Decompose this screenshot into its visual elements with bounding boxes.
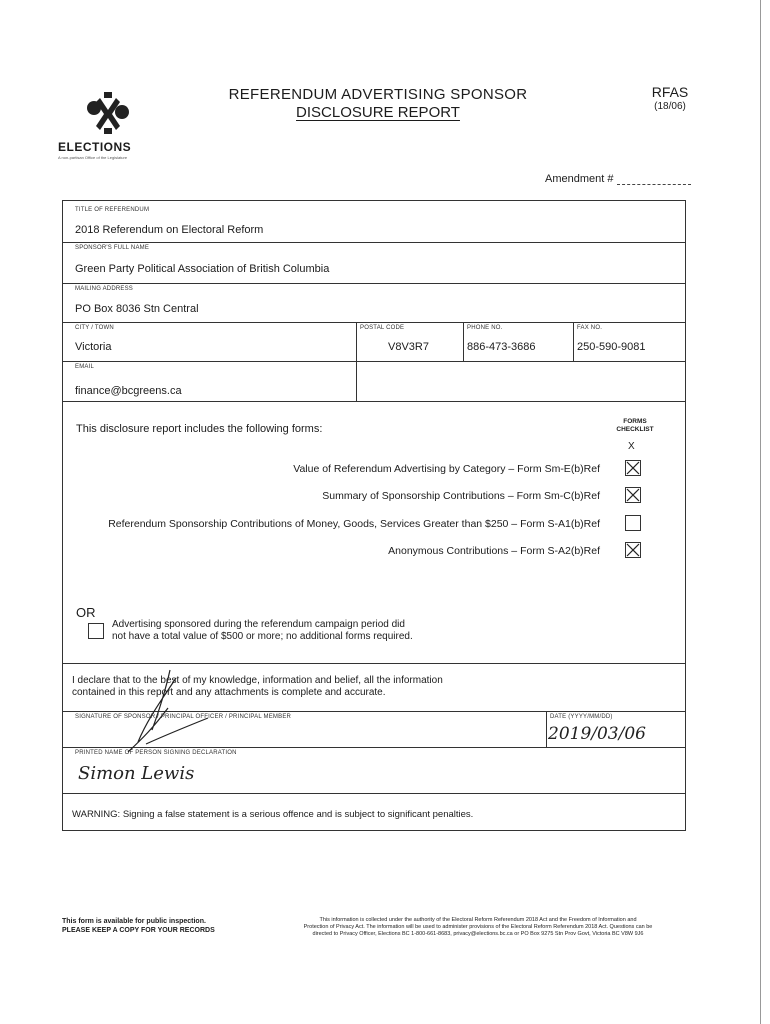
divider <box>63 361 685 362</box>
forms-intro: This disclosure report includes the following forms: <box>76 423 323 435</box>
sponsor-value[interactable]: Green Party Political Association of British Columbia <box>75 263 330 275</box>
postal-label: POSTAL CODE <box>360 325 405 331</box>
form-item-sm-c-checkbox[interactable] <box>625 487 641 503</box>
sponsor-label: SPONSOR'S FULL NAME <box>75 245 150 251</box>
agency-subtitle: A non-partisan Office of the Legislature <box>58 155 128 160</box>
privacy-notice-line2: Protection of Privacy Act. The information will be used to administer provisions of the Electoral Reform Referendum 2018 Act. Questions can be <box>303 924 653 930</box>
divider <box>63 663 685 664</box>
city-value[interactable]: Victoria <box>75 341 112 353</box>
checklist-x-mark: X <box>628 441 635 452</box>
checklist-header-line1: FORMS <box>623 418 647 425</box>
date-label: DATE (YYYY/MM/DD) <box>550 714 613 720</box>
divider <box>63 793 685 794</box>
checked-x-icon <box>626 488 640 502</box>
checked-x-icon <box>626 543 640 557</box>
warning-text: WARNING: Signing a false statement is a serious offence and is subject to significant penalties. <box>72 809 474 820</box>
form-item-s-a1-checkbox[interactable] <box>625 515 641 531</box>
email-value[interactable]: finance@bcgreens.ca <box>75 385 182 397</box>
printed-name-label: PRINTED NAME OF PERSON SIGNING DECLARATION <box>75 750 237 756</box>
title-label: TITLE OF REFERENDUM <box>75 207 150 213</box>
form-item-sm-c: Summary of Sponsorship Contributions – Form Sm-C(b)Ref <box>322 490 600 502</box>
footer-notice <box>62 917 215 935</box>
agency-name: ELECTIONS <box>58 140 132 154</box>
amendment-label: Amendment # <box>545 173 614 185</box>
phone-label: PHONE NO. <box>467 325 503 331</box>
no-forms-text-line1: Advertising sponsored during the referendum campaign period did <box>112 619 405 630</box>
amendment-field[interactable] <box>617 184 691 185</box>
or-label: OR <box>76 605 96 620</box>
report-title: REFERENDUM ADVERTISING SPONSOR <box>228 86 528 103</box>
declaration-line2: contained in this report and any attachments is complete and accurate. <box>72 687 386 698</box>
mailing-label: MAILING ADDRESS <box>75 286 134 292</box>
divider <box>63 283 685 284</box>
divider <box>463 322 464 361</box>
form-item-sm-e-checkbox[interactable] <box>625 460 641 476</box>
email-label: EMAIL <box>75 364 95 370</box>
signature-label: SIGNATURE OF SPONSOR / PRINCIPAL OFFICER / PRINCIPAL MEMBER <box>75 714 292 720</box>
date-value[interactable]: 2019/03/06 <box>548 724 646 744</box>
form-item-sm-e: Value of Referendum Advertising by Category – Form Sm-E(b)Ref <box>293 463 600 475</box>
privacy-notice <box>258 917 698 938</box>
divider <box>356 361 357 401</box>
footer-notice-line1: This form is available for public inspection. <box>62 918 206 925</box>
no-forms-text <box>112 619 413 643</box>
page-edge <box>760 0 761 1024</box>
fax-value[interactable]: 250-590-9081 <box>577 341 646 353</box>
city-label: CITY / TOWN <box>75 325 114 331</box>
checklist-header <box>600 418 670 434</box>
fax-label: FAX NO. <box>577 325 603 331</box>
form-code: RFAS <box>651 84 689 100</box>
divider <box>546 711 547 747</box>
declaration-line1: I declare that to the best of my knowledge, information and belief, all the information <box>72 675 443 686</box>
printed-name-value[interactable]: Simon Lewis <box>78 763 195 784</box>
no-forms-checkbox[interactable] <box>88 623 104 639</box>
divider <box>63 401 685 402</box>
checklist-header-line2: CHECKLIST <box>616 426 654 433</box>
form-item-s-a2-checkbox[interactable] <box>625 542 641 558</box>
footer-notice-line2: PLEASE KEEP A COPY FOR YOUR RECORDS <box>62 927 215 934</box>
no-forms-text-line2: not have a total value of $500 or more; no additional forms required. <box>112 631 413 642</box>
form-revision: (18/06) <box>654 101 686 112</box>
divider <box>63 322 685 323</box>
privacy-notice-line3: directed to Privacy Officer, Elections BC 1-800-661-8683, privacy@elections.bc.ca or PO Box 9275 Stn Prov Govt, Victoria BC V8W 9J6 <box>312 931 644 937</box>
title-value[interactable]: 2018 Referendum on Electoral Reform <box>75 224 264 236</box>
divider <box>573 322 574 361</box>
mailing-value[interactable]: PO Box 8036 Stn Central <box>75 303 199 315</box>
divider <box>356 322 357 361</box>
checked-x-icon <box>626 461 640 475</box>
form-item-s-a1: Referendum Sponsorship Contributions of Money, Goods, Services Greater than $250 – Form S-A1(b)Ref <box>108 518 600 530</box>
signature-scribble <box>108 668 218 758</box>
privacy-notice-line1: This information is collected under the authority of the Electoral Reform Referendum 2018 Act and the Freedom of Information and <box>319 917 637 923</box>
phone-value[interactable]: 886-473-3686 <box>467 341 536 353</box>
postal-value[interactable]: V8V3R7 <box>388 341 429 353</box>
divider <box>63 242 685 243</box>
form-item-s-a2: Anonymous Contributions – Form S-A2(b)Ref <box>388 545 600 557</box>
report-subtitle-text: DISCLOSURE REPORT <box>296 104 460 121</box>
report-subtitle <box>224 104 532 121</box>
